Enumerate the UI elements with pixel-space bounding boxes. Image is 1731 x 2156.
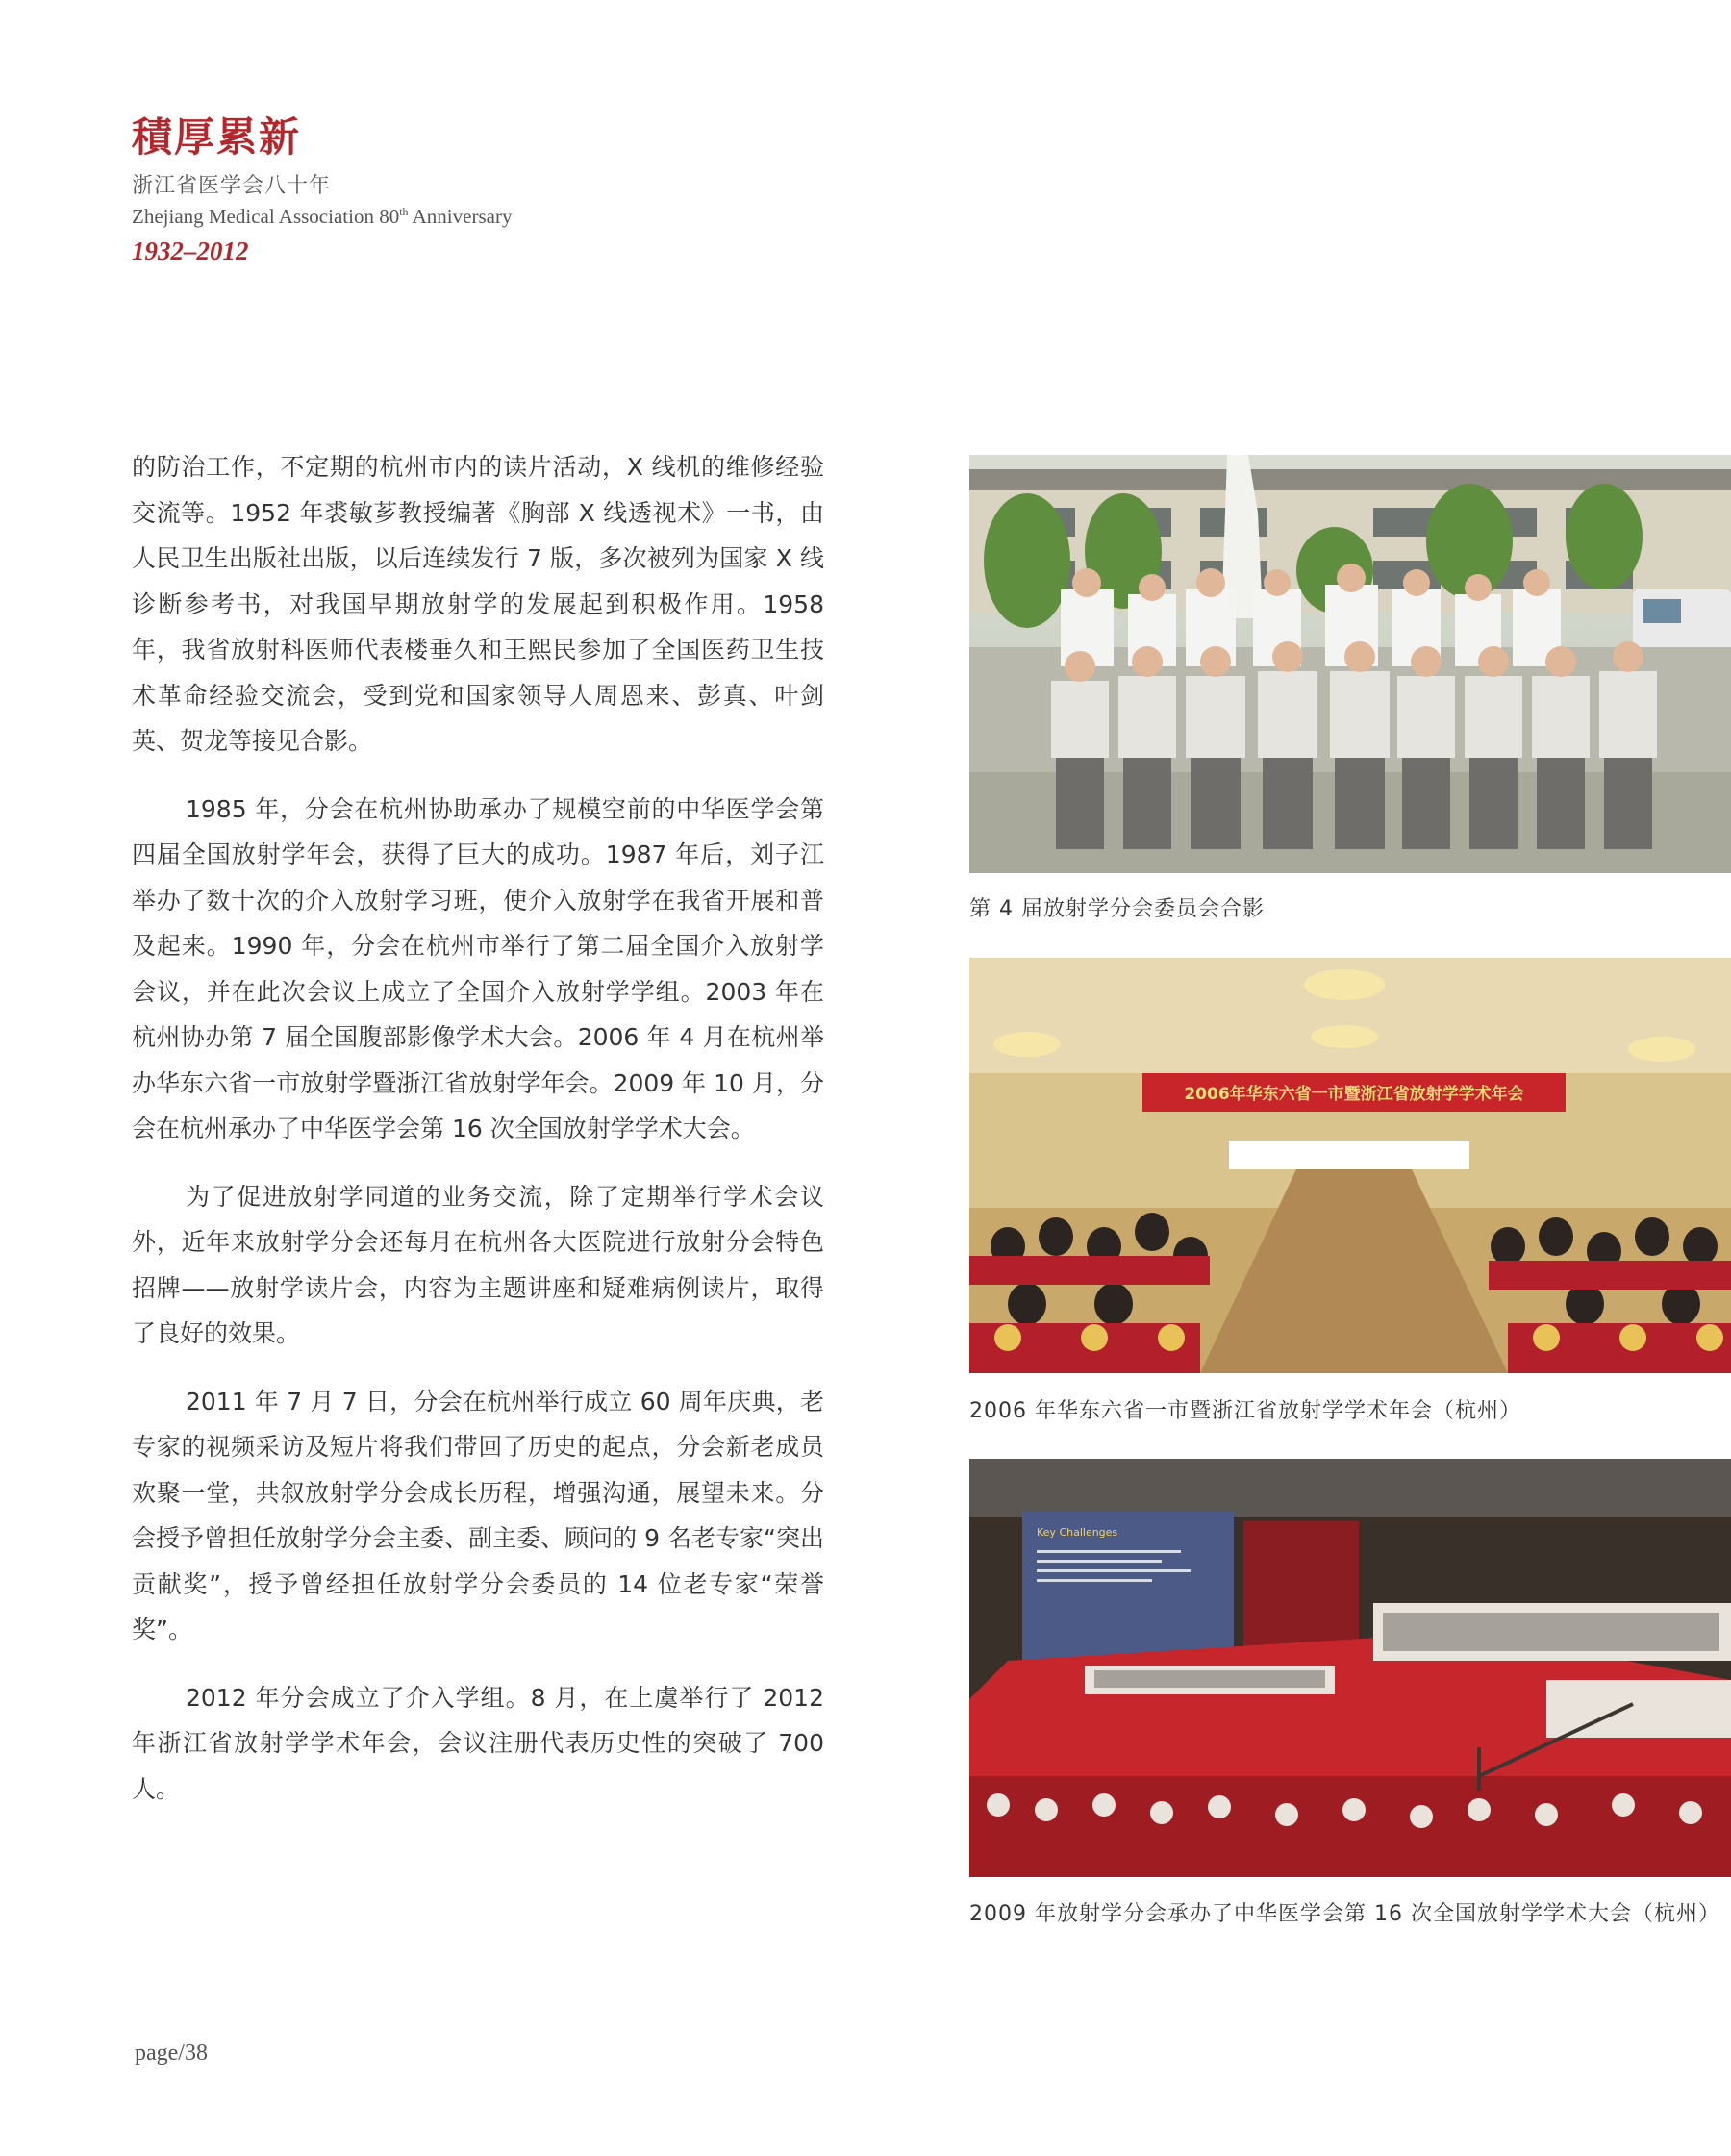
- anniversary-years: 1932–2012: [132, 237, 249, 265]
- photo-1-caption: 第 4 届放射学分会委员会合影: [969, 897, 1265, 921]
- conference-hall-photo: [969, 958, 1731, 1373]
- page-number: page/38: [135, 2041, 208, 2066]
- paragraph-4: 2011 年 7 月 7 日，分会在杭州举行成立 60 周年庆典，老专家的视频采访及短片将我们带回了历史的起点，分会新老成员欢聚一堂，共叙放射学分会成长历程，增强沟通，展望未来。分会授予曾担任放射学分会主委、副主委、顾问的 9 名老专家“突出贡献奖”，授予曾经担任放射学分会委员的 14 位老专家“荣誉奖”。: [132, 1387, 824, 1643]
- photo-3-caption: 2009 年放射学分会承办了中华医学会第 16 次全国放射学学术大会（杭州）: [969, 1902, 1720, 1926]
- photo-2-caption: 2006 年华东六省一市暨浙江省放射学学术年会（杭州）: [969, 1399, 1521, 1423]
- hall-banner: 2006年华东六省一市暨浙江省放射学学术年会: [1184, 1085, 1524, 1104]
- paragraph-5: 2012 年分会成立了介入学组。8 月，在上虞举行了 2012 年浙江省放射学学术年会，会议注册代表历史性的突破了 700 人。: [132, 1683, 824, 1803]
- paragraph-2: 1985 年，分会在杭州协助承办了规模空前的中华医学会第四届全国放射学年会，获得了巨大的成功。1987 年后，刘子江举办了数十次的介入放射学习班，使介入放射学在我省开展和普及起来。1990 年，分会在杭州市举行了第二届全国介入放射学会议，并在此次会议上成立了全国介入放射学学组。2003 年在杭州协办第 7 届全国腹部影像学术大会。2006 年 4 月在杭州举办华东六省一市放射学暨浙江省放射学年会。2009 年 10 月，分会在杭州承办了中华医学会第 16 次全国放射学学术大会。: [132, 794, 824, 1142]
- paragraph-3: 为了促进放射学同道的业务交流，除了定期举行学术会议外，近年来放射学分会还每月在杭州各大医院进行放射分会特色招牌——放射学读片会，内容为主题讲座和疑难病例读片，取得了良好的效果。: [132, 1182, 824, 1347]
- association-name-en: Zhejiang Medical Association 80th Anniversary: [132, 205, 513, 228]
- calligraphy-title: 積厚累新: [132, 113, 302, 161]
- association-name-cn: 浙江省医学会八十年: [132, 174, 332, 198]
- body-text: [132, 444, 824, 1834]
- group-photo: [969, 455, 1731, 873]
- auditorium-photo: [969, 1459, 1731, 1877]
- screen-slide-title: Key Challenges: [1037, 1526, 1118, 1539]
- page-header: [132, 115, 709, 266]
- paragraph-1: 的防治工作，不定期的杭州市内的读片活动，X 线机的维修经验交流等。1952 年裘敏芗教授编著《胸部 X 线透视术》一书，由人民卫生出版社出版，以后连续发行 7 版，多次被列为国家 X 线诊断参考书，对我国早期放射学的发展起到积极作用。1958 年，我省放射科医师代表楼垂久和王熙民参加了全国医药卫生技术革命经验交流会，受到党和国家领导人周恩来、彭真、叶剑英、贺龙等接见合影。: [132, 453, 824, 755]
